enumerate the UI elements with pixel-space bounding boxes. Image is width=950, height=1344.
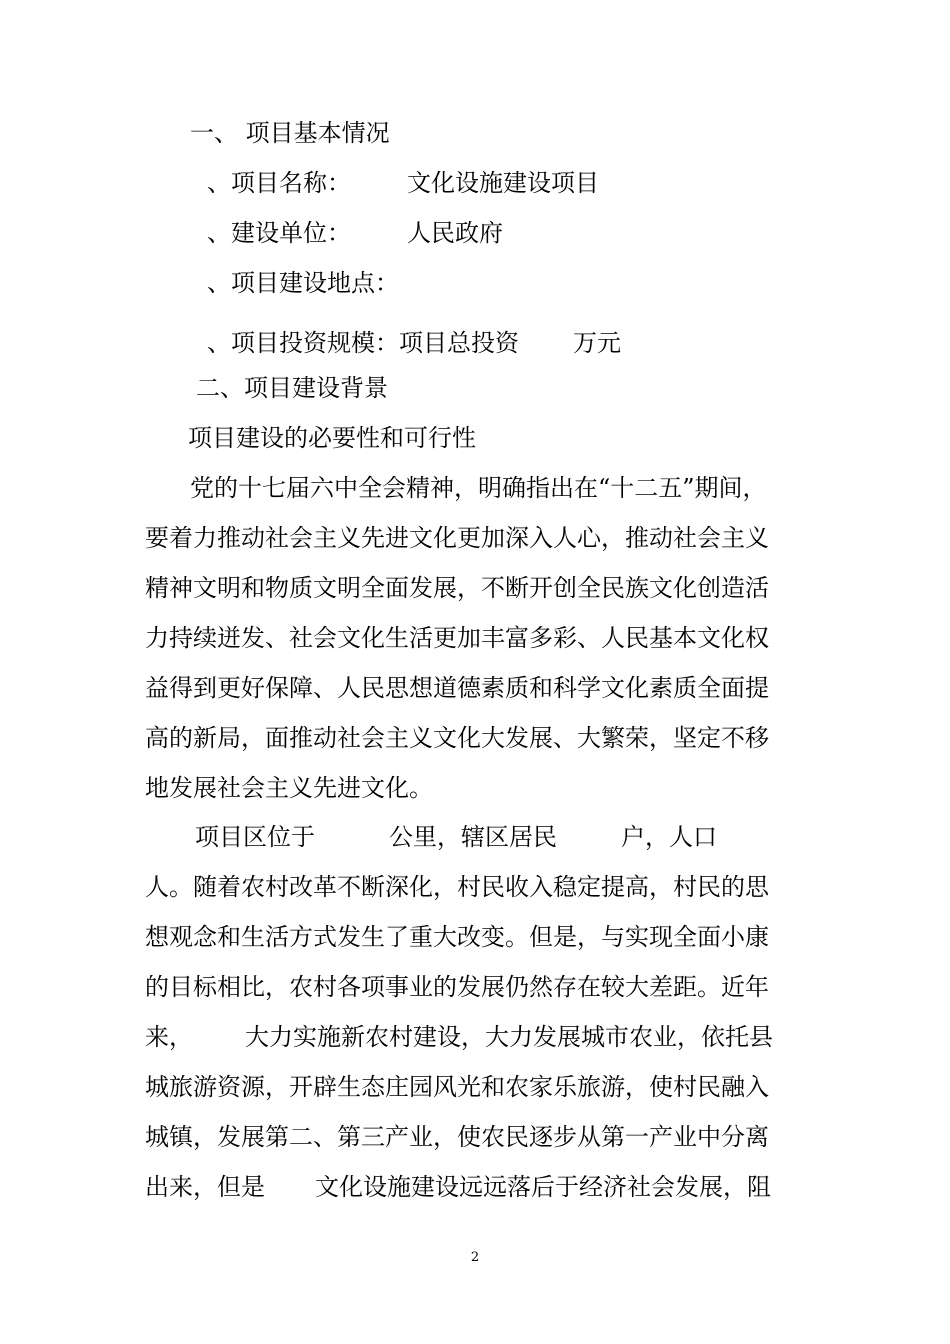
section-heading-2: 二、项目建设背景 xyxy=(196,374,388,402)
paragraph-line: 人。随着农村改革不断深化，村民收入稳定提高，村民的思 xyxy=(145,873,769,901)
paragraph-line xyxy=(145,1172,771,1202)
paragraph-line: 城镇，发展第二、第三产业，使农民逐步从第一产业中分离 xyxy=(145,1123,769,1151)
subheading: 项目建设的必要性和可行性 xyxy=(188,424,476,452)
project-name-value: 文化设施建设项目 xyxy=(407,169,599,197)
construction-unit-row xyxy=(207,218,503,248)
paragraph-line: 的目标相比，农村各项事业的发展仍然存在较大差距。近年 xyxy=(145,973,769,1001)
line-rest: 大力实施新农村建设，大力发展城市农业，依托县 xyxy=(245,1023,773,1051)
population-text: 户，人口 xyxy=(621,823,717,851)
paragraph-line: 党的十七届六中全会精神，明确指出在“十二五”期间， xyxy=(190,474,767,502)
paragraph-first-line xyxy=(195,822,717,852)
paragraph-line: 地发展社会主义先进文化。 xyxy=(145,774,433,802)
construction-unit-value: 人民政府 xyxy=(407,219,503,247)
investment-scale-row xyxy=(207,328,621,358)
residents-text: 公里，辖区居民 xyxy=(389,823,557,851)
line-start: 出来，但是 xyxy=(145,1173,265,1201)
paragraph-line: 力持续迸发、社会文化生活更加丰富多彩、人民基本文化权 xyxy=(145,624,769,652)
page-number: 2 xyxy=(470,1250,480,1265)
paragraph-line: 要着力推动社会主义先进文化更加深入人心，推动社会主义 xyxy=(145,524,769,552)
project-location-label: 、项目建设地点： xyxy=(207,269,399,297)
paragraph-line: 高的新局，面推动社会主义文化大发展、大繁荣，坚定不移 xyxy=(145,724,769,752)
paragraph-line: 益得到更好保障、人民思想道德素质和科学文化素质全面提 xyxy=(145,674,769,702)
paragraph-line: 城旅游资源，开辟生态庄园风光和农家乐旅游，使村民融入 xyxy=(145,1073,769,1101)
location-text: 项目区位于 xyxy=(195,823,315,851)
project-location-row xyxy=(207,268,399,298)
paragraph-line: 精神文明和物质文明全面发展，不断开创全民族文化创造活 xyxy=(145,574,769,602)
line-rest: 文化设施建设远远落后于经济社会发展，阻 xyxy=(315,1173,771,1201)
investment-scale-unit: 万元 xyxy=(573,329,621,357)
project-name-label: 、项目名称： xyxy=(207,169,351,197)
construction-unit-label: 、建设单位： xyxy=(207,219,351,247)
project-name-row xyxy=(207,168,599,198)
section-heading-1: 一、 项目基本情况 xyxy=(190,119,390,147)
paragraph-line: 想观念和生活方式发生了重大改变。但是，与实现全面小康 xyxy=(145,923,769,951)
paragraph-line xyxy=(145,1022,773,1052)
line-start: 来， xyxy=(145,1023,193,1051)
investment-scale-label: 、项目投资规模：项目总投资 xyxy=(207,329,519,357)
